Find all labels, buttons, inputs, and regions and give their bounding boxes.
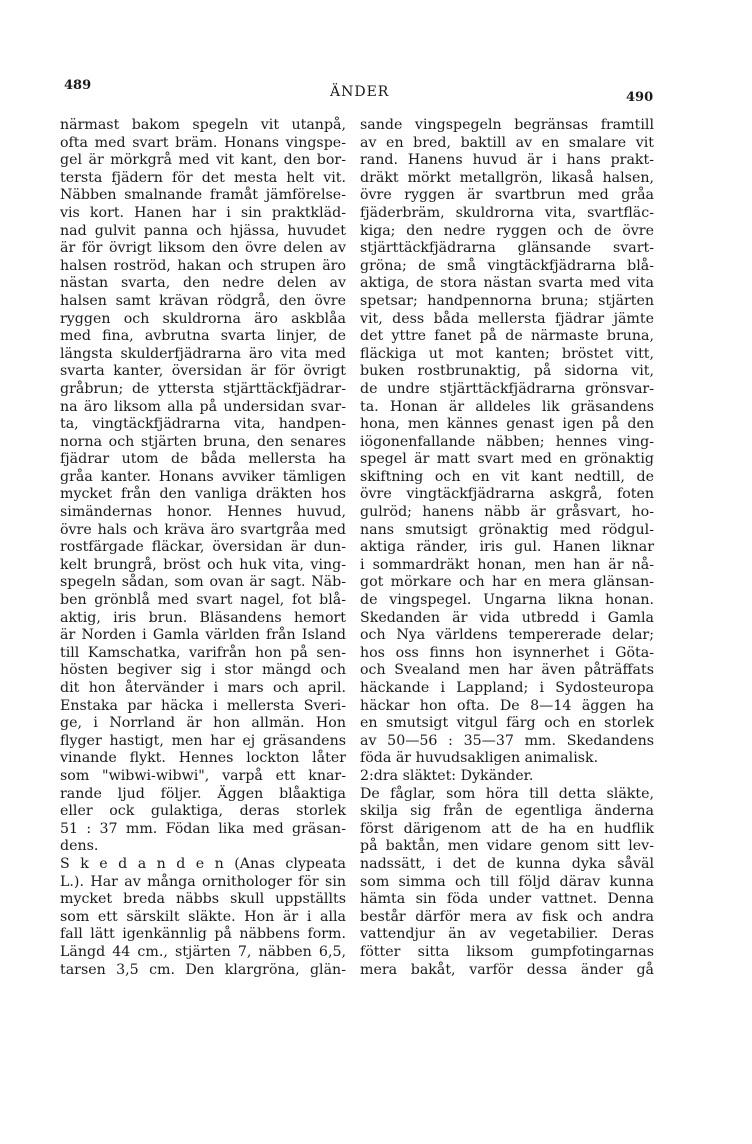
- text-line: aktiga ränder, iris gul. Hanen liknar: [360, 539, 654, 556]
- text-line: gråa kanter. Honans avviker tämligen: [60, 468, 346, 485]
- left-page-number: 489: [64, 78, 92, 93]
- text-line: halsen roströd, hakan och strupen äro: [60, 257, 346, 274]
- text-line: ryggen och skuldrorna äro askblåa: [60, 310, 346, 327]
- text-line: till Kamschatka, varifrån hon på sen-: [60, 644, 346, 661]
- text-line: ta. Honan är alldeles lik gräsandens: [360, 398, 654, 415]
- text-line: längsta skulderfjädrarna äro vita med: [60, 345, 346, 362]
- text-line: simändernas honor. Hennes huvud,: [60, 504, 346, 521]
- text-line: iögonenfallande näbben; hennes ving-: [360, 433, 654, 450]
- text-line: består därför mera av fisk och andra: [360, 908, 654, 925]
- right-page-number: 490: [626, 90, 654, 105]
- text-line: stjärttäckfjädrarna glänsande svart-: [360, 240, 654, 257]
- text-line: rostfärgade fläckar, översidan är dun-: [60, 539, 346, 556]
- text-line: buken rostbrunaktig, på sidorna vit,: [360, 363, 654, 380]
- text-line: dens.: [60, 838, 99, 855]
- text-line: med fina, avbrutna svarta linjer, de: [60, 328, 346, 345]
- text-line: na äro liksom alla på undersidan svar-: [60, 398, 346, 415]
- text-line: fläckiga ut mot kanten; bröstet vitt,: [360, 345, 654, 362]
- text-line: Längd 44 cm., stjärten 7, näbben 6,5,: [60, 943, 346, 960]
- text-line: på baktån, men vidare genom sitt lev-: [360, 838, 654, 855]
- text-line: ge, i Norrland är hon allmän. Hon: [60, 715, 346, 732]
- text-line: fjäderbräm, skuldrorna vita, svartfläc-: [360, 204, 654, 221]
- text-line: dräkt mörkt metallgrön, likaså halsen,: [360, 169, 654, 186]
- text-line: vattendjur än av vegetabilier. Deras: [360, 926, 654, 943]
- text-line: kiga; den nedre ryggen och de övre: [360, 222, 654, 239]
- text-line: som "wibwi-wibwi", varpå ett knar-: [60, 767, 346, 784]
- text-line: sande vingspegeln begränsas framtill: [360, 117, 654, 133]
- text-line: en smutsigt vitgul färg och en storlek: [360, 715, 654, 732]
- text-line: de vingspegel. Ungarna likna honan.: [360, 592, 654, 609]
- text-line: vinande flykt. Hennes lockton låter: [60, 750, 346, 767]
- text-line: närmast bakom spegeln vit utanpå,: [60, 117, 346, 133]
- text-line: spegeln sådan, som ovan är sagt. Näb-: [60, 574, 346, 591]
- left-text-column: [60, 117, 346, 979]
- text-line: är för övrigt liksom den övre delen av: [60, 240, 346, 257]
- text-line: Näbben smalnande framåt jämförelse-: [60, 187, 346, 204]
- text-line: i sommardräkt honan, men han är nå-: [360, 556, 654, 573]
- text-line: kelt brungrå, bröst och huk vita, ving-: [60, 556, 346, 573]
- text-line: först därigenom att de ha en hudflik: [360, 820, 654, 837]
- text-line: hos oss finns hon isynnerhet i Göta-: [360, 644, 654, 661]
- text-line: det yttre fanet på de närmaste bruna,: [360, 328, 654, 345]
- text-line: nästan svarta, den nedre delen av: [60, 275, 346, 292]
- text-line: skilja sig från de egentliga änderna: [360, 803, 654, 820]
- text-line: häckande i Lappland; i Sydosteuropa: [360, 680, 654, 696]
- text-line: tersta fjädern för det mesta helt vit.: [60, 169, 346, 186]
- text-line: skiftning och en vit kant nedtill, de: [360, 468, 654, 485]
- text-line: vit, dess båda mellersta fjädrar jämte: [360, 310, 654, 327]
- text-line: som ett särskilt släkte. Hon är i alla: [60, 908, 346, 925]
- text-line: vis kort. Hanen har i sin praktkläd-: [60, 204, 346, 221]
- text-line: mycket breda näbbs skull uppställts: [60, 891, 346, 908]
- text-line: gulröd; hanens näbb är gråsvart, ho-: [360, 504, 654, 521]
- text-line: Enstaka par häcka i mellersta Sveri-: [60, 697, 346, 714]
- text-line: nadssätt, i det de kunna dyka såväl: [360, 855, 654, 872]
- text-line: av 50—56 : 35—37 mm. Skedandens: [360, 732, 654, 749]
- text-line: flyger hastigt, men har ej gräsandens: [60, 732, 346, 749]
- text-line: mera bakåt, varför dessa änder gå: [360, 961, 654, 978]
- text-line: halsen samt krävan rödgrå, den övre: [60, 292, 346, 309]
- text-line: fötter sitta liksom gumpfotingarnas: [360, 943, 654, 960]
- text-line: S k e d a n d e n (Anas clypeata: [60, 855, 346, 872]
- text-line: spetsar; handpennorna bruna; stjärten: [360, 292, 654, 309]
- text-line: aktiga, de stora nästan svarta med vita: [360, 275, 654, 292]
- text-line: rand. Hanens huvud är i hans prakt-: [360, 152, 654, 169]
- text-line: är Norden i Gamla världen från Island: [60, 627, 346, 644]
- text-line: nans smutsigt grönaktig med rödgul-: [360, 521, 654, 538]
- text-line: 51 : 37 mm. Födan lika med gräsan-: [60, 820, 346, 837]
- text-line: hämta sin föda under vattnet. Denna: [360, 891, 654, 908]
- text-line: övre ryggen är svartbrun med gråa: [360, 187, 654, 204]
- text-line: övre hals och kräva äro svartgråa med: [60, 521, 346, 538]
- text-line: gröna; de små vingtäckfjädrarna blå-: [360, 257, 654, 274]
- text-line: got mörkare och har en mera glänsan-: [360, 574, 654, 591]
- text-line: ta, vingtäckfjädrarna vita, handpen-: [60, 416, 346, 433]
- text-line: norna och stjärten bruna, den senares: [60, 433, 346, 450]
- text-line: 2:dra släktet: Dykänder.: [360, 767, 534, 784]
- text-line: ofta med svart bräm. Honans vingspe-: [60, 134, 346, 151]
- text-line: som simma och till följd därav kunna: [360, 873, 654, 890]
- text-line: De fåglar, som höra till detta släkte,: [360, 785, 654, 802]
- text-line: övre vingtäckfjädrarna askgrå, foten: [360, 486, 654, 503]
- text-line: av en bred, baktill av en smalare vit: [360, 134, 654, 151]
- right-text-column: [360, 117, 654, 979]
- text-line: häckar hon ofta. De 8—14 äggen ha: [360, 697, 654, 714]
- text-line: fall lätt igenkännlig på näbbens form.: [60, 926, 346, 943]
- text-line: eller ock gulaktiga, deras storlek: [60, 803, 346, 820]
- text-line: aktig, iris brun. Bläsandens hemort: [60, 609, 346, 626]
- text-line: de undre stjärttäckfjädrarna grönsvar-: [360, 380, 654, 397]
- text-line: och Nya världens tempererade delar;: [360, 627, 654, 644]
- text-line: rande ljud följer. Äggen blåaktiga: [60, 785, 346, 802]
- text-line: fjädrar utom de båda mellersta ha: [60, 451, 346, 468]
- text-line: gråbrun; de yttersta stjärttäckfjädrar-: [60, 380, 346, 397]
- running-head-title: ÄNDER: [330, 84, 390, 100]
- text-line: tarsen 3,5 cm. Den klargröna, glän-: [60, 961, 346, 978]
- text-line: svarta kanter, översidan är för övrigt: [60, 363, 346, 380]
- text-line: gel är mörkgrå med vit kant, den bor-: [60, 152, 346, 169]
- text-line: mycket från den vanliga dräkten hos: [60, 486, 346, 503]
- text-line: spegel är matt svart med en grönaktig: [360, 451, 654, 468]
- text-line: hona, men kännes genast igen på den: [360, 416, 654, 433]
- text-line: ben grönblå med svart nagel, fot blå-: [60, 592, 346, 609]
- text-line: nad gulvit panna och hjässa, huvudet: [60, 222, 346, 239]
- text-line: hösten begiver sig i stor mängd och: [60, 662, 346, 679]
- text-line: och Svealand men har även påträffats: [360, 662, 654, 679]
- text-line: dit hon återvänder i mars och april.: [60, 680, 346, 696]
- text-line: Skedanden är vida utbredd i Gamla: [360, 609, 654, 626]
- text-line: L.). Har av många ornithologer för sin: [60, 873, 346, 890]
- text-line: föda är huvudsakligen animalisk.: [360, 750, 599, 767]
